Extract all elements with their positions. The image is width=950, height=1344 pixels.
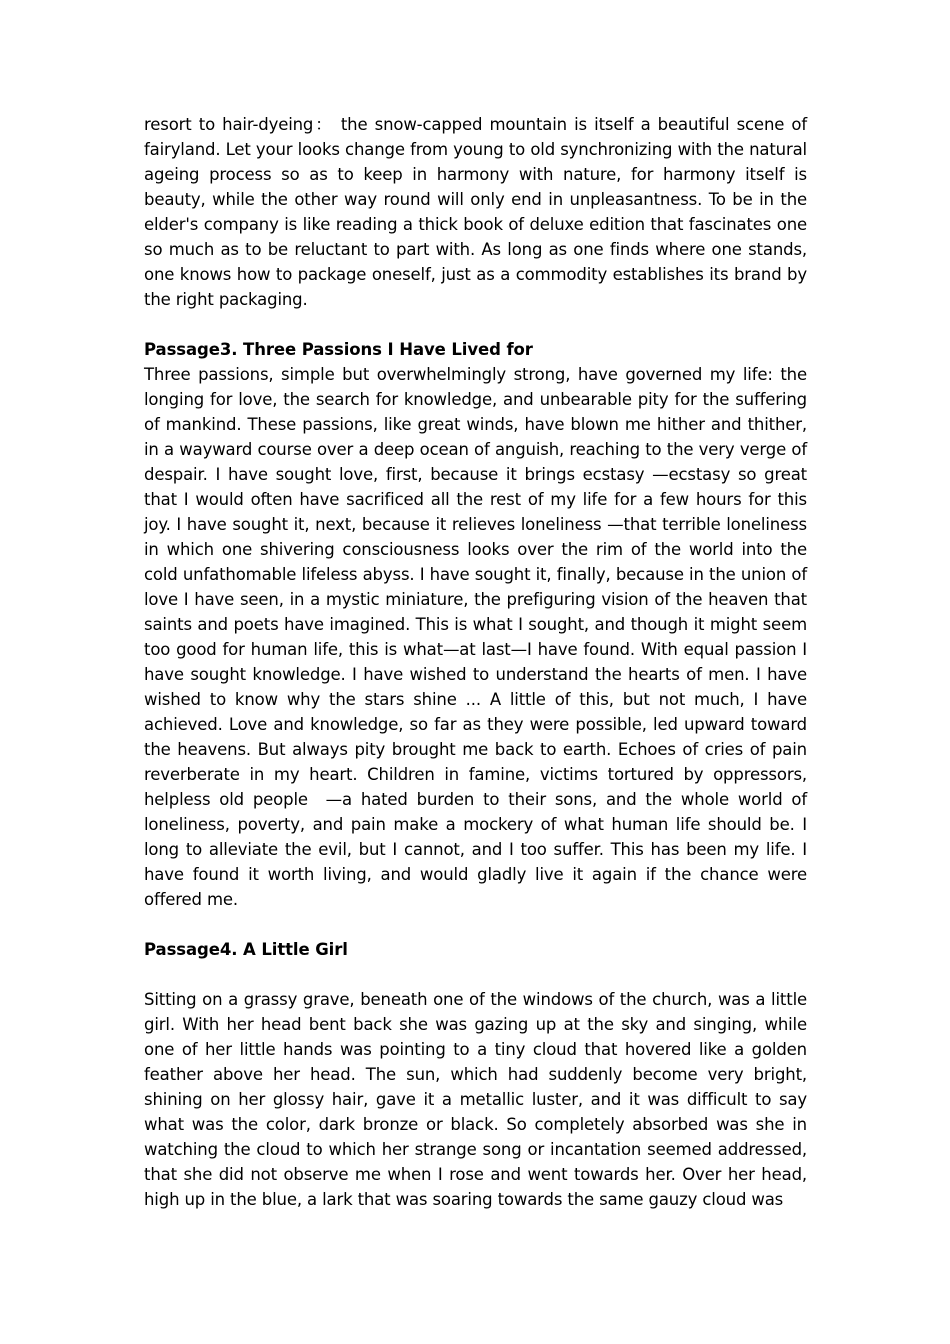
paragraph-spacer: [144, 962, 807, 987]
passage3-heading: Passage3. Three Passions I Have Lived for: [144, 340, 533, 359]
passage4-body: Sitting on a grassy grave, beneath one of the windows of the church, was a little girl. With her head bent back she was gazing up at the sky and singing, while one of her little hands was pointing to a tiny cloud that hovered like a golden feather above her head. The sun, which had suddenly become very bright, shining on her glossy hair, gave it a metallic luster, and it was difficult to say what was the color, dark bronze or black. So completely absorbed was she in watching the cloud to which her strange song or incantation seemed addressed, that she did not observe me when I rose and went towards her. Over her head, high up in the blue, a lark that was soaring towards the same gauzy cloud was: [144, 990, 807, 1209]
passage3-body: Three passions, simple but overwhelmingly strong, have governed my life: the longing for love, the search for knowledge, and unbearable pity for the suffering of mankind. These passions, like great winds, have blown me hither and thither, in a wayward course over a deep ocean of anguish, reaching to the very verge of despair. I have sought love, first, because it brings ecstasy —ecstasy so great that I would often have sacrificed all the rest of my life for a few hours for this joy. I have sought it, next, because it relieves loneliness —that terrible loneliness in which one shivering consciousness looks over the rim of the world into the cold unfathomable lifeless abyss. I have sought it, finally, because in the union of love I have seen, in a mystic miniature, the prefiguring vision of the heaven that saints and poets have imagined. This is what I sought, and though it might seem too good for human life, this is what—at last—I have found. With equal passion I have sought knowledge. I have wished to understand the hearts of men. I have wished to know why the stars shine ... A little of this, but not much, I have achieved. Love and knowledge, so far as they were possible, led upward toward the heavens. But always pity brought me back to earth. Echoes of cries of pain reverberate in my heart. Children in famine, victims tortured by oppressors, helpless old people —a hated burden to their sons, and the whole world of loneliness, poverty, and pain make a mockery of what human life should be. I long to alleviate the evil, but I cannot, and I too suffer. This has been my life. I have found it worth living, and would gladly live it again if the chance were offered me.: [144, 365, 807, 909]
passage4-heading: Passage4. A Little Girl: [144, 940, 348, 959]
document-page: [144, 112, 807, 1212]
paragraph-spacer: [144, 312, 807, 337]
paragraph-spacer: [144, 912, 807, 937]
intro-paragraph: resort to hair-dyeing： the snow-capped mountain is itself a beautiful scene of fairyland. Let your looks change from young to old synchronizing with the natural ageing process so as to keep in harmony with nature, for harmony itself is beauty, while the other way round will only end in unpleasantness. To be in the elder's company is like reading a thick book of deluxe edition that fascinates one so much as to be reluctant to part with. As long as one finds where one stands, one knows how to package oneself, just as a commodity establishes its brand by the right packaging.: [144, 115, 807, 309]
